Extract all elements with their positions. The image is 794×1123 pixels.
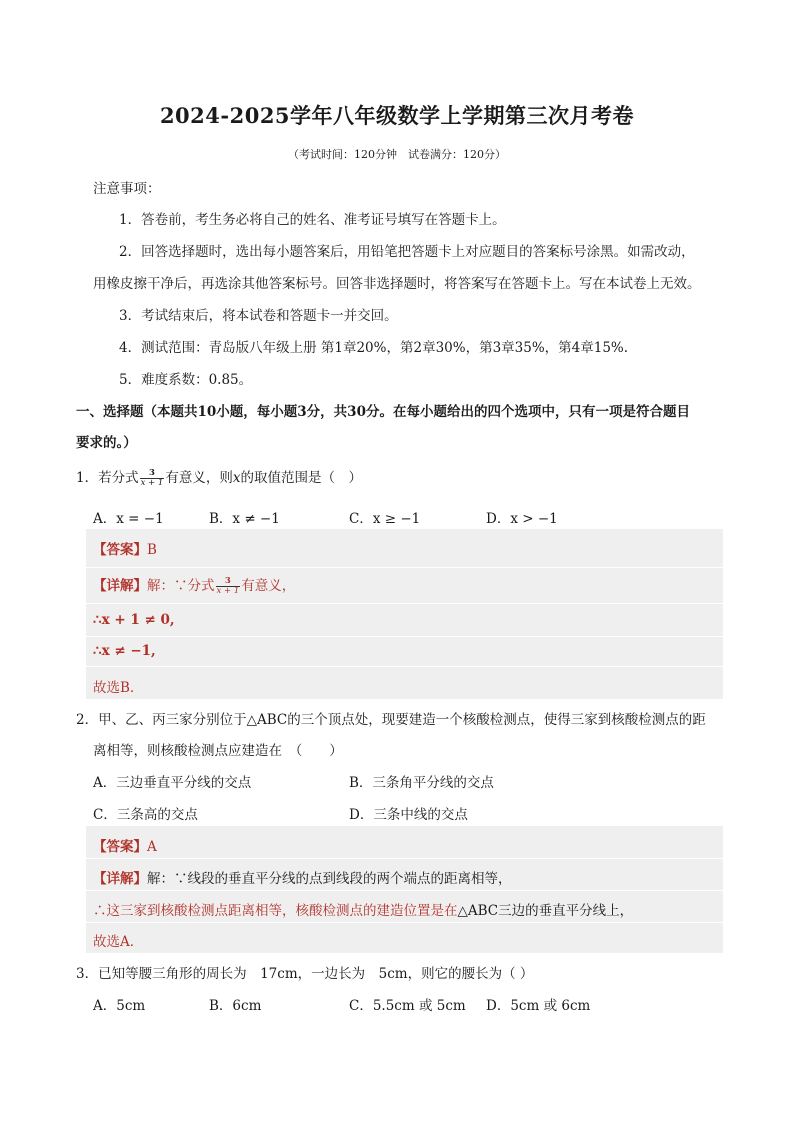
fraction: $\frac{3}{x + 1}$	[140, 468, 164, 488]
q1-option-d: D．x > −1	[486, 511, 558, 527]
q3-option-d: D．5cm 或 6cm	[486, 998, 591, 1014]
fraction: $\frac{3}{x + 1}$	[216, 576, 240, 596]
q1-answer: 【答案】B	[93, 542, 157, 558]
q2-detail-1: 【详解】解：∵线段的垂直平分线的点到线段的两个端点的距离相等，	[93, 871, 512, 887]
question-2-stem: 2．甲、乙、丙三家分别位于△ABC的三个顶点处，现要建造一个核酸检测点，使得三家到核酸检测点的距	[76, 712, 706, 728]
q1-detail-4: 故选B．	[93, 680, 144, 696]
q1-detail-1: 【详解】解：∵分式 $\frac{3}{x + 1}$ 有意义，	[93, 576, 296, 596]
notice-item-4: 4．测试范围：青岛版八年级上册 第1章20%，第2章30%，第3章35%，第4章15%.	[119, 340, 629, 356]
q2-option-c: C．三条高的交点	[93, 807, 198, 823]
exam-info: （考试时间：120分钟 试卷满分：120分）	[288, 148, 506, 161]
divider	[86, 666, 723, 667]
q1-option-a: A．x = −1	[93, 511, 164, 527]
notice-item-5: 5．难度系数：0.85。	[119, 372, 253, 388]
notice-item-3: 3．考试结束后，将本试卷和答题卡一并交回。	[119, 308, 398, 324]
notice-heading: 注意事项：	[93, 181, 161, 197]
q2-option-d: D．三条中线的交点	[349, 807, 468, 823]
q2-answer: 【答案】A	[93, 839, 157, 855]
q3-option-b: B．6cm	[209, 998, 262, 1014]
q1-answer-panel	[86, 529, 723, 699]
section-heading-cont: 要求的。）	[76, 435, 137, 451]
question-1-stem: 1．若分式 $\frac{3}{x + 1}$ 有意义，则x的取值范围是（ ）	[76, 468, 362, 488]
question-2-stem-cont: 离相等，则核酸检测点应建造在 （ ）	[93, 743, 343, 759]
q1-option-b: B．x ≠ −1	[209, 511, 280, 527]
divider	[86, 567, 723, 568]
q3-option-a: A．5cm	[93, 998, 146, 1014]
divider	[86, 603, 723, 604]
q2-option-a: A．三边垂直平分线的交点	[93, 775, 252, 791]
page-title: 2024-2025学年八年级数学上学期第三次月考卷	[159, 103, 635, 128]
q2-option-b: B．三条角平分线的交点	[349, 775, 494, 791]
notice-item-2: 2．回答选择题时，选出每小题答案后，用铅笔把答题卡上对应题目的答案标号涂黑。如需改动，	[119, 244, 695, 260]
section-heading: 一、选择题（本题共10小题，每小题3分，共30分。在每小题给出的四个选项中，只有一项是符合题目	[76, 404, 690, 420]
notice-item-1: 1．答卷前，考生务必将自己的姓名、准考证号填写在答题卡上。	[119, 212, 506, 228]
q1-detail-2: ∴x + 1 ≠ 0,	[93, 612, 175, 628]
q3-option-c: C．5.5cm 或 5cm	[349, 998, 466, 1014]
divider	[86, 922, 723, 923]
question-3-stem: 3．已知等腰三角形的周长为 17cm，一边长为 5cm，则它的腰长为（ ）	[76, 966, 534, 982]
q2-detail-2: ∴这三家到核酸检测点距离相等，核酸检测点的建造位置是在△ABC三边的垂直平分线上，	[93, 903, 634, 919]
q1-detail-3: ∴x ≠ −1,	[93, 643, 156, 659]
divider	[86, 636, 723, 637]
divider	[86, 890, 723, 891]
divider	[86, 858, 723, 859]
q1-option-c: C．x ≥ −1	[349, 511, 421, 527]
q2-detail-3: 故选A．	[93, 934, 144, 950]
notice-item-2-cont: 用橡皮擦干净后，再选涂其他答案标号。回答非选择题时，将答案写在答题卡上。写在本试卷上无效。	[93, 276, 701, 292]
